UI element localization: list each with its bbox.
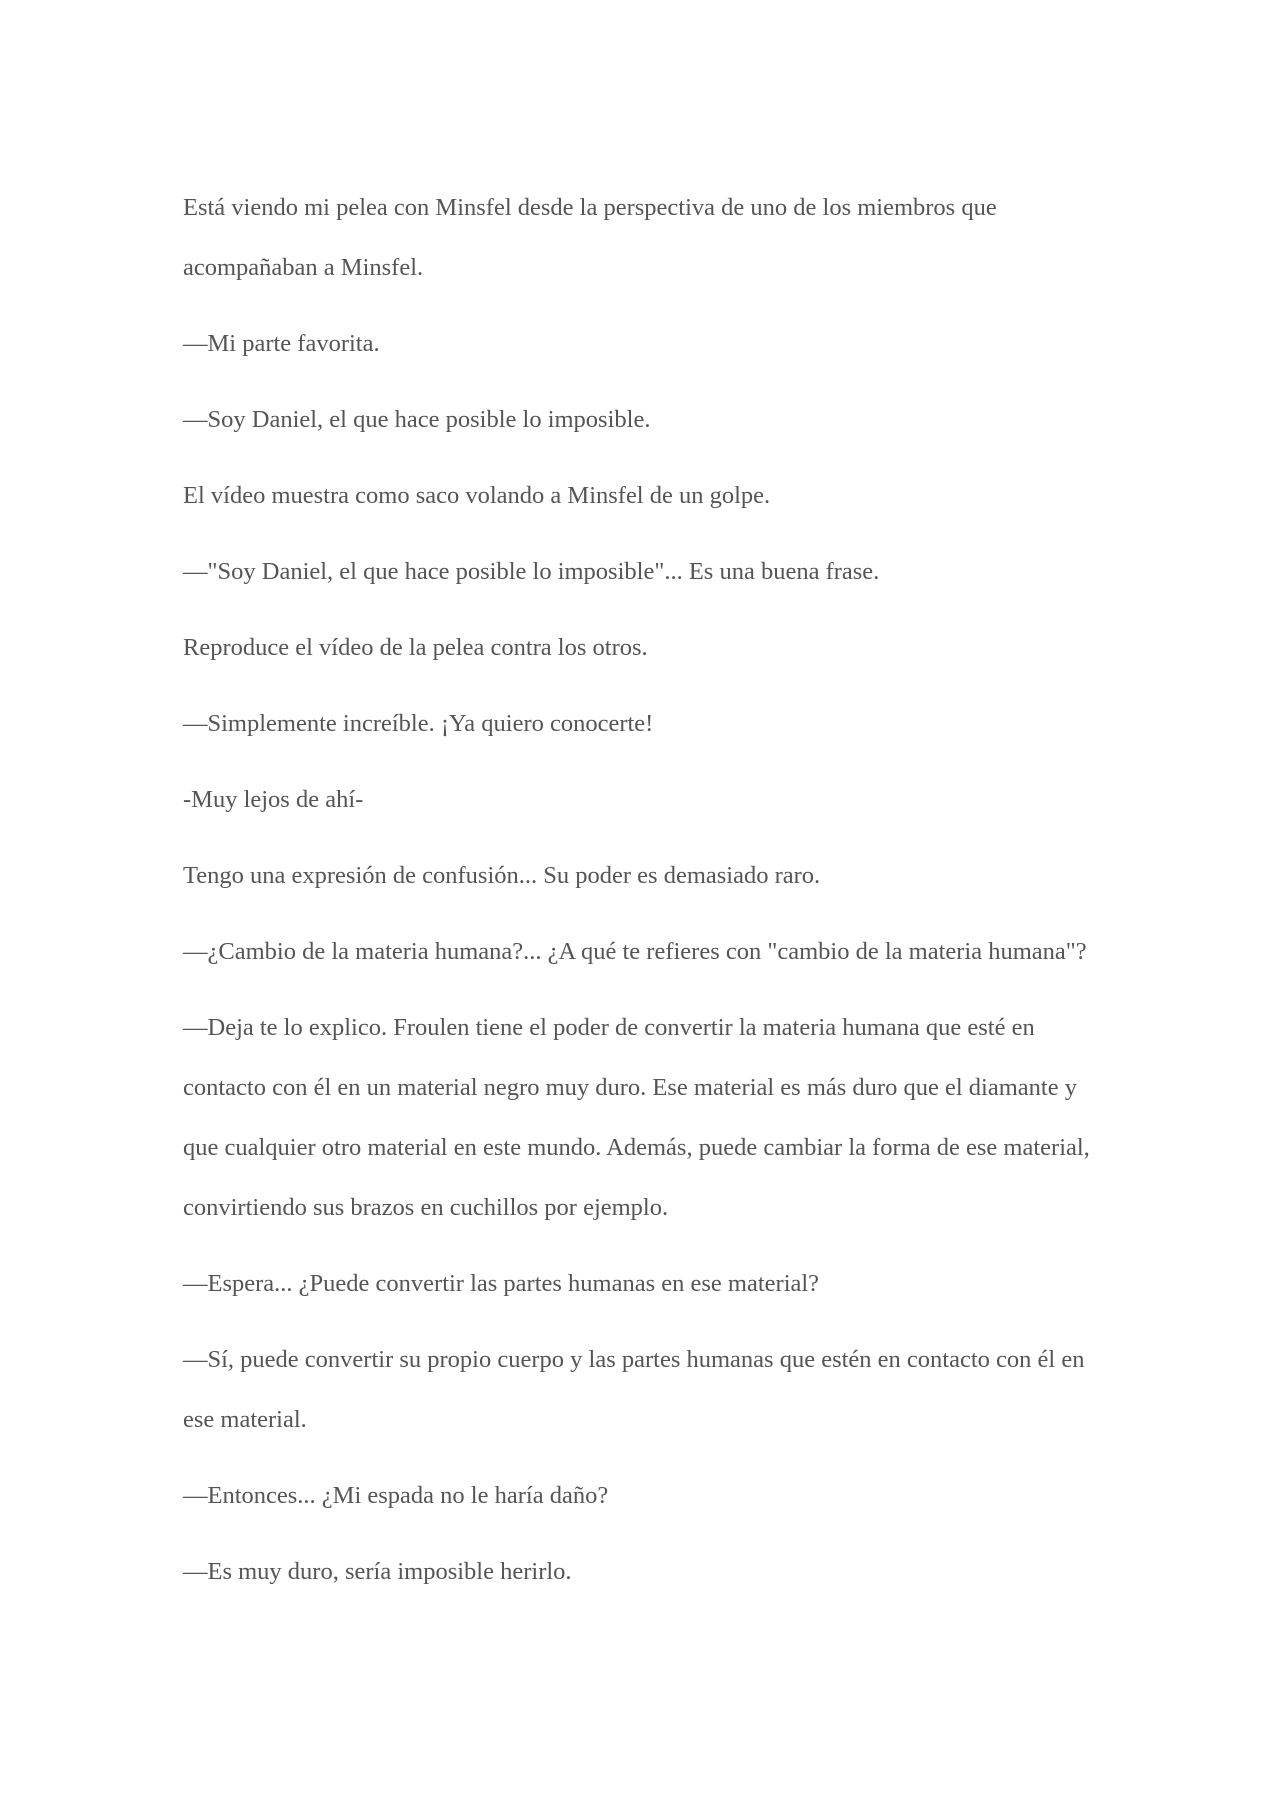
paragraph-15: —Es muy duro, sería imposible herirlo. — [183, 1558, 572, 1585]
paragraph-12: —Espera... ¿Puede convertir las partes humanas en ese material? — [183, 1270, 820, 1297]
paragraph-11: —Deja te lo explico. Froulen tiene el poder de convertir la materia humana que esté en contacto con él en un material negro muy duro. Ese material es más duro que el diamante y que cualquier otro material en este mundo. Además, puede cambiar la forma de ese material, convirtiendo sus brazos en cuchillos por ejemplo. — [183, 1014, 1090, 1221]
paragraph-10: —¿Cambio de la materia humana?... ¿A qué te refieres con "cambio de la materia humana"? — [183, 938, 1087, 965]
paragraph-8: -Muy lejos de ahí- — [183, 786, 364, 813]
paragraph-7: —Simplemente increíble. ¡Ya quiero conocerte! — [183, 710, 654, 737]
paragraph-4: El vídeo muestra como saco volando a Minsfel de un golpe. — [183, 482, 771, 509]
paragraph-13: —Sí, puede convertir su propio cuerpo y las partes humanas que estén en contacto con él en ese material. — [183, 1346, 1085, 1433]
paragraph-5: —"Soy Daniel, el que hace posible lo imposible"... Es una buena frase. — [183, 558, 880, 585]
document-body — [183, 178, 1113, 1618]
paragraph-3: —Soy Daniel, el que hace posible lo imposible. — [183, 406, 651, 433]
paragraph-14: —Entonces... ¿Mi espada no le haría daño? — [183, 1482, 609, 1509]
paragraph-6: Reproduce el vídeo de la pelea contra los otros. — [183, 634, 648, 661]
paragraph-1: Está viendo mi pelea con Minsfel desde la perspectiva de uno de los miembros que acompañaban a Minsfel. — [183, 194, 997, 281]
paragraph-2: —Mi parte favorita. — [183, 330, 380, 357]
paragraph-9: Tengo una expresión de confusión... Su poder es demasiado raro. — [183, 862, 821, 889]
